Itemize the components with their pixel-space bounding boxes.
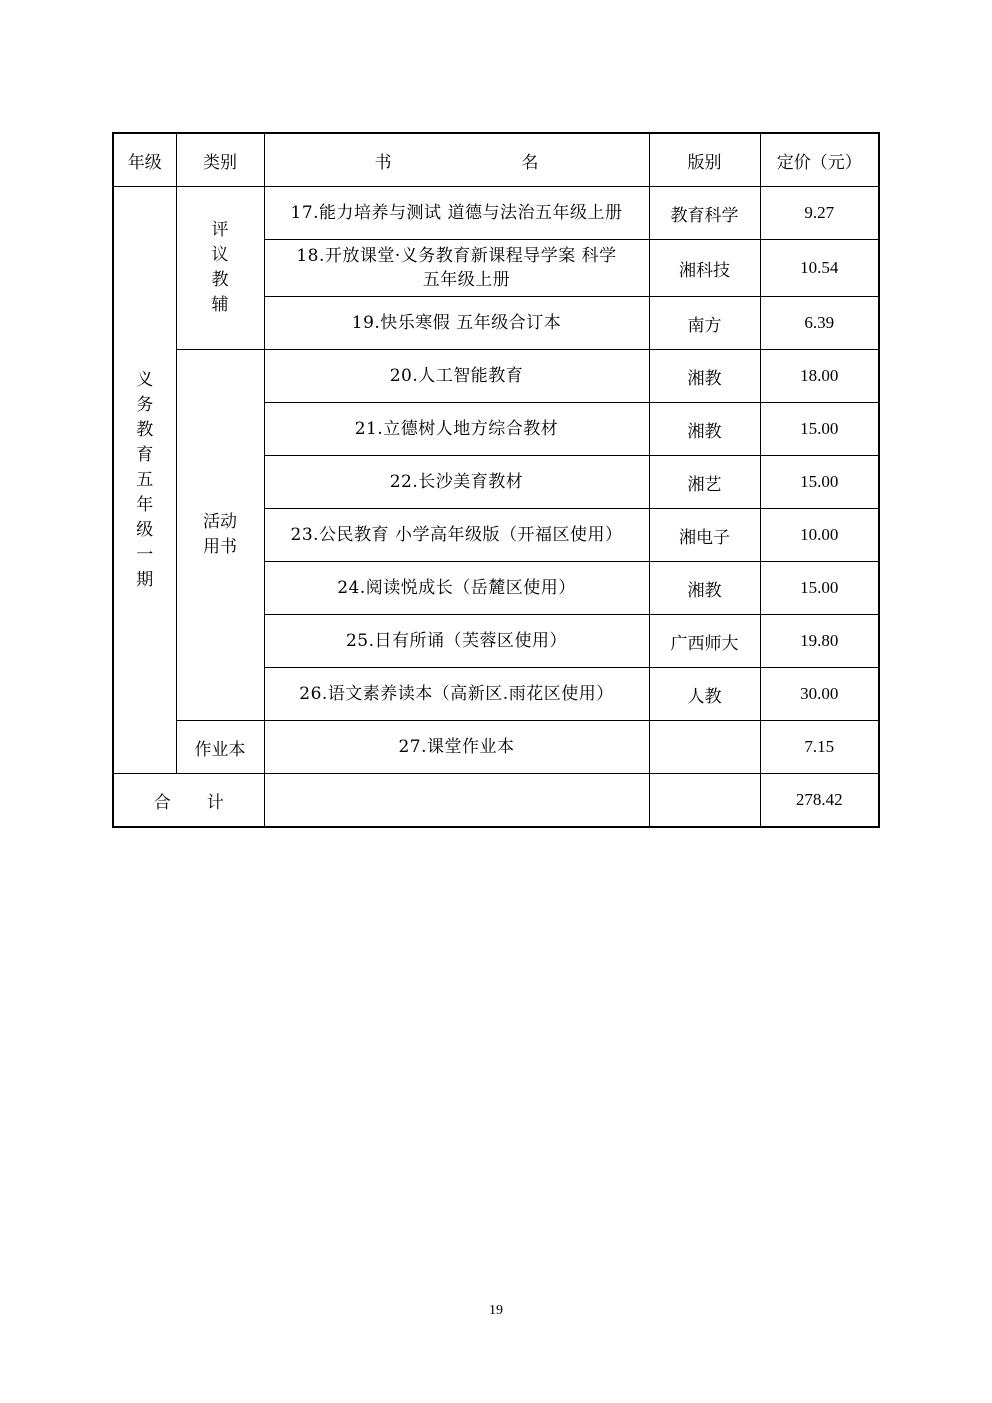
book-publisher: 人教 (649, 668, 760, 721)
total-empty-title (264, 774, 649, 828)
total-row (113, 774, 879, 828)
grade-cell: 义务教育五年级一期 (113, 187, 176, 774)
book-title: 27.课堂作业本 (264, 721, 649, 774)
book-price: 10.00 (760, 509, 879, 562)
book-title: 17.能力培养与测试 道德与法治五年级上册 (264, 187, 649, 240)
category-activity: 活动用书 (176, 350, 264, 721)
total-empty-publisher (649, 774, 760, 828)
textbook-price-table (112, 132, 880, 828)
book-price: 9.27 (760, 187, 879, 240)
book-publisher: 湘教 (649, 562, 760, 615)
book-publisher: 湘教 (649, 403, 760, 456)
book-title: 25.日有所诵（芙蓉区使用） (264, 615, 649, 668)
category-homework: 作业本 (176, 721, 264, 774)
book-price: 10.54 (760, 240, 879, 297)
book-price: 6.39 (760, 297, 879, 350)
book-publisher: 教育科学 (649, 187, 760, 240)
book-title: 21.立德树人地方综合教材 (264, 403, 649, 456)
table-row (113, 187, 879, 240)
book-title: 26.语文素养读本（高新区.雨花区使用） (264, 668, 649, 721)
header-category: 类别 (176, 133, 264, 187)
book-publisher: 广西师大 (649, 615, 760, 668)
book-publisher: 湘科技 (649, 240, 760, 297)
table-row (113, 350, 879, 403)
table-row (113, 721, 879, 774)
book-price: 15.00 (760, 403, 879, 456)
header-publisher: 版别 (649, 133, 760, 187)
total-label: 合 计 (113, 774, 264, 828)
book-publisher: 湘艺 (649, 456, 760, 509)
header-grade: 年级 (113, 133, 176, 187)
book-title: 18.开放课堂·义务教育新课程导学案 科学 五年级上册 (264, 240, 649, 297)
book-price: 30.00 (760, 668, 879, 721)
book-publisher: 南方 (649, 297, 760, 350)
book-title: 22.长沙美育教材 (264, 456, 649, 509)
book-price: 7.15 (760, 721, 879, 774)
book-publisher: 湘教 (649, 350, 760, 403)
book-price: 15.00 (760, 562, 879, 615)
book-publisher: 湘电子 (649, 509, 760, 562)
book-price: 15.00 (760, 456, 879, 509)
book-title: 23.公民教育 小学高年级版（开福区使用） (264, 509, 649, 562)
book-title: 20.人工智能教育 (264, 350, 649, 403)
header-price: 定价（元） (760, 133, 879, 187)
book-publisher (649, 721, 760, 774)
book-title: 24.阅读悦成长（岳麓区使用） (264, 562, 649, 615)
book-price: 18.00 (760, 350, 879, 403)
table-header-row (113, 133, 879, 187)
book-price: 19.80 (760, 615, 879, 668)
header-title: 书 名 (264, 133, 649, 187)
book-title: 19.快乐寒假 五年级合订本 (264, 297, 649, 350)
page-number: 19 (489, 1303, 503, 1318)
total-price: 278.42 (760, 774, 879, 828)
category-review: 评议教辅 (176, 187, 264, 350)
